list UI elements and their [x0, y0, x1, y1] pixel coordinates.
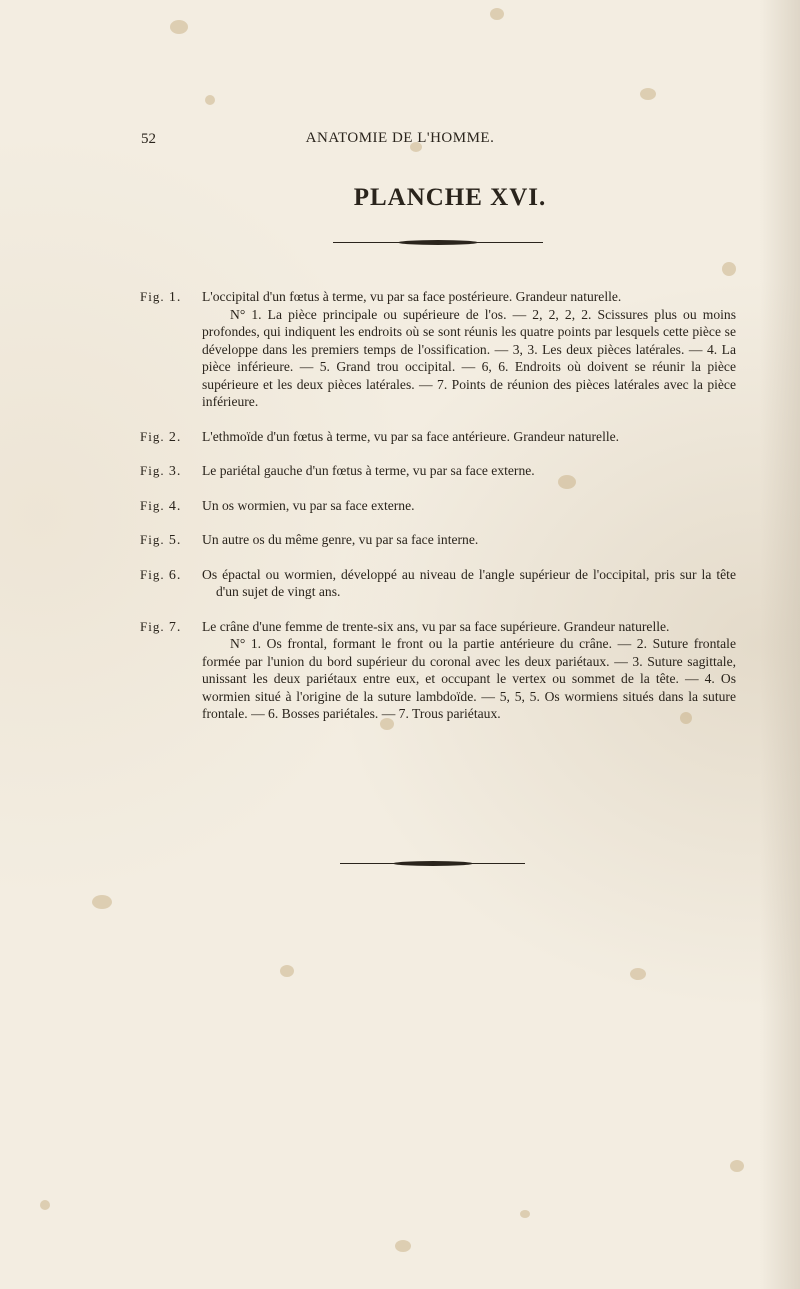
- figure-detail: N° 1. Os frontal, formant le front ou la partie antérieure du crâne. — 2. Suture frontale formée par l'union du bord supérieur du coronal avec les deux pariétaux. — 3. Suture sagittale, unissant les deux pariétaux entre eux, et occupant le vertex ou sommet de la tête. — 4. Os wormien situé à l'origine de la suture lambdoïde. — 5, 5, 5. Os wormiens situés dans la suture frontale. — 6. Bosses pariétales. — 7. Trous pariétaux.: [202, 636, 736, 721]
- figure-label: Fig. 2.: [140, 428, 182, 445]
- figure-entry-5: [140, 531, 736, 549]
- foxing-spot: [280, 965, 294, 977]
- figure-entry-7: [140, 618, 736, 723]
- figure-label: Fig. 6.: [140, 566, 182, 583]
- running-head: ANATOMIE DE L'HOMME.: [305, 130, 495, 146]
- figure-detail: N° 1. La pièce principale ou supérieure de l'os. — 2, 2, 2, 2. Scissures plus ou moins profondes, qui indiquent les endroits où se sont réunis les quatre points par lesquels cette pièce se développe dans les premiers temps de l'ossification. — 3, 3. Les deux pièces latérales. — 4. La pièce inférieure. — 5. Grand trou occipital. — 6, 6. Endroits où doivent se réunir la pièce supérieure et les deux pièces latérales. — 7. Points de réunion des pièces latérales avec la pièce inférieure.: [202, 306, 736, 409]
- foxing-spot: [730, 1160, 744, 1172]
- figure-caption: Os épactal ou wormien, développé au niveau de l'angle supérieur de l'occipital, pris sur la tête d'un sujet de vingt ans.: [202, 566, 736, 599]
- figure-label: Fig. 7.: [140, 618, 182, 635]
- figure-caption: Le pariétal gauche d'un fœtus à terme, vu par sa face externe.: [202, 463, 535, 478]
- foxing-spot: [40, 1200, 50, 1210]
- figure-caption: L'ethmoïde d'un fœtus à terme, vu par sa face antérieure. Grandeur naturelle.: [202, 428, 620, 444]
- figure-entry-2: [140, 428, 736, 446]
- foxing-spot: [640, 88, 656, 100]
- figure-label: Fig. 3.: [140, 463, 182, 479]
- figure-label: Fig. 1.: [140, 289, 182, 305]
- foxing-spot: [630, 968, 646, 980]
- figure-caption: Un os wormien, vu par sa face externe.: [202, 497, 415, 513]
- figure-entry-6: [140, 566, 736, 601]
- figure-caption: Un autre os du même genre, vu par sa face interne.: [202, 532, 479, 547]
- foxing-spot: [490, 8, 504, 20]
- foxing-spot: [92, 895, 112, 909]
- figure-label: Fig. 5.: [140, 532, 182, 548]
- figure-legend-list: [140, 288, 736, 740]
- foxing-spot: [395, 1240, 411, 1252]
- foxing-spot: [722, 262, 736, 276]
- ornamental-rule-bottom: [340, 863, 525, 864]
- figure-caption: Le crâne d'une femme de trente-six ans, vu par sa face supérieure. Grandeur naturelle.: [202, 618, 670, 634]
- foxing-spot: [205, 95, 215, 105]
- foxing-spot: [170, 20, 188, 34]
- foxing-spot: [520, 1210, 530, 1218]
- figure-label: Fig. 4.: [140, 497, 182, 514]
- figure-entry-3: [140, 462, 736, 480]
- ornamental-rule-top: [333, 242, 543, 243]
- figure-entry-1: [140, 288, 736, 411]
- page-number: 52: [141, 131, 156, 147]
- plate-title: PLANCHE XVI.: [353, 184, 547, 211]
- figure-caption: L'occipital d'un fœtus à terme, vu par sa face postérieure. Grandeur naturelle.: [202, 289, 622, 304]
- figure-entry-4: [140, 497, 736, 515]
